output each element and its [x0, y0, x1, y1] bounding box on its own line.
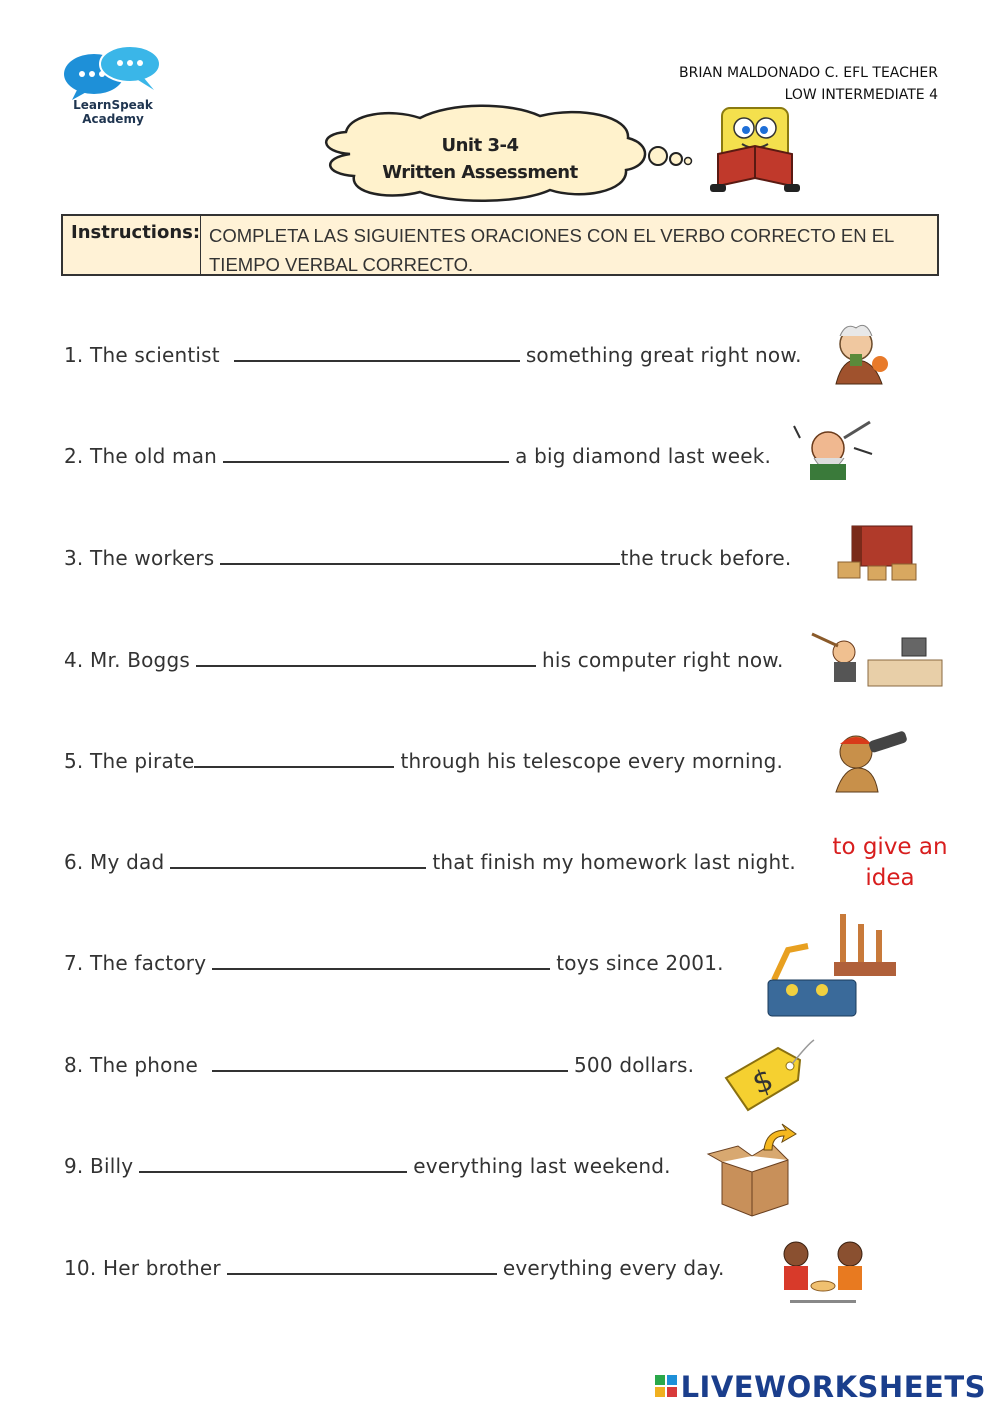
answer-blank-5[interactable]: [194, 748, 394, 768]
academy-logo: [58, 44, 168, 134]
pirate-icon: [828, 726, 914, 796]
answer-blank-6[interactable]: [170, 849, 426, 869]
question-text-after: 500 dollars.: [573, 1053, 695, 1077]
question-text-before: 5. The pirate: [64, 749, 195, 773]
question-text-before: 1. The scientist: [64, 343, 220, 367]
price-tag-symbol: $: [747, 1062, 778, 1102]
instructions-label: Instructions:: [63, 216, 201, 274]
scientist-icon: [826, 320, 898, 388]
title-line1: Unit 3-4: [441, 135, 519, 156]
question-8: [64, 1052, 694, 1077]
question-text-before: 3. The workers: [64, 546, 215, 570]
question-7: [64, 950, 724, 975]
question-text-after: something great right now.: [525, 343, 802, 367]
instructions-text: COMPLETA LAS SIGUIENTES ORACIONES CON EL VERBO CORRECTO EN EL TIEMPO VERBAL CORRECTO.: [209, 225, 894, 275]
question-text-after: through his telescope every morning.: [400, 749, 784, 773]
question-10: [64, 1255, 725, 1280]
answer-blank-8[interactable]: [212, 1052, 568, 1072]
logo-line1: LearnSpeak: [73, 98, 153, 112]
title: [370, 132, 590, 186]
question-text-before: 6. My dad: [64, 850, 165, 874]
question-9: [64, 1153, 671, 1178]
question-text-after: that finish my homework last night.: [432, 850, 796, 874]
hint-line1: to give an: [832, 834, 948, 860]
hint-line2: idea: [865, 865, 915, 891]
question-text-after: toys since 2001.: [556, 951, 724, 975]
question-text-before: 9. Billy: [64, 1154, 134, 1178]
brand-logo-icon: [655, 1375, 679, 1399]
hint-text: [822, 832, 958, 894]
question-text-before: 7. The factory: [64, 951, 207, 975]
question-text-after: a big diamond last week.: [515, 444, 772, 468]
footer-brand: [655, 1370, 986, 1404]
question-6: [64, 849, 796, 874]
question-text-after: everything every day.: [502, 1256, 725, 1280]
answer-blank-9[interactable]: [139, 1153, 407, 1173]
question-1: [64, 342, 802, 367]
teacher-name: BRIAN MALDONADO C. EFL TEACHER: [679, 65, 938, 81]
question-text-after: everything last weekend.: [413, 1154, 671, 1178]
office-icon: [808, 626, 946, 692]
box-icon: [702, 1120, 802, 1220]
answer-blank-10[interactable]: [227, 1255, 497, 1275]
chat-bubbles-icon: [58, 44, 168, 100]
answer-blank-4[interactable]: [196, 647, 536, 667]
question-text-before: 2. The old man: [64, 444, 218, 468]
question-text-after: the truck before.: [620, 546, 792, 570]
kids-icon: [770, 1236, 876, 1308]
logo-text: [58, 98, 168, 126]
question-4: [64, 647, 784, 672]
answer-blank-2[interactable]: [223, 443, 509, 463]
factory-icon: [764, 910, 900, 1022]
question-text-before: 4. Mr. Boggs: [64, 648, 190, 672]
instructions-box: [61, 214, 939, 276]
logo-line2: Academy: [82, 112, 144, 126]
title-line2: Written Assessment: [382, 162, 578, 183]
title-cloud: [310, 104, 700, 204]
question-5: [64, 748, 783, 773]
old-man-icon: [792, 418, 876, 488]
answer-blank-3[interactable]: [220, 545, 620, 565]
footer-brand-text: LIVEWORKSHEETS: [680, 1370, 986, 1404]
answer-blank-1[interactable]: [234, 342, 520, 362]
answer-blank-7[interactable]: [212, 950, 550, 970]
reading-character-icon: [700, 98, 810, 198]
question-3: [64, 545, 791, 570]
question-text-before: 8. The phone: [64, 1053, 198, 1077]
course-level: LOW INTERMEDIATE 4: [784, 87, 938, 103]
truck-icon: [832, 520, 924, 586]
question-text-before: 10. Her brother: [64, 1256, 221, 1280]
question-2: [64, 443, 771, 468]
price-tag-icon: [718, 1034, 818, 1116]
question-text-after: his computer right now.: [541, 648, 784, 672]
